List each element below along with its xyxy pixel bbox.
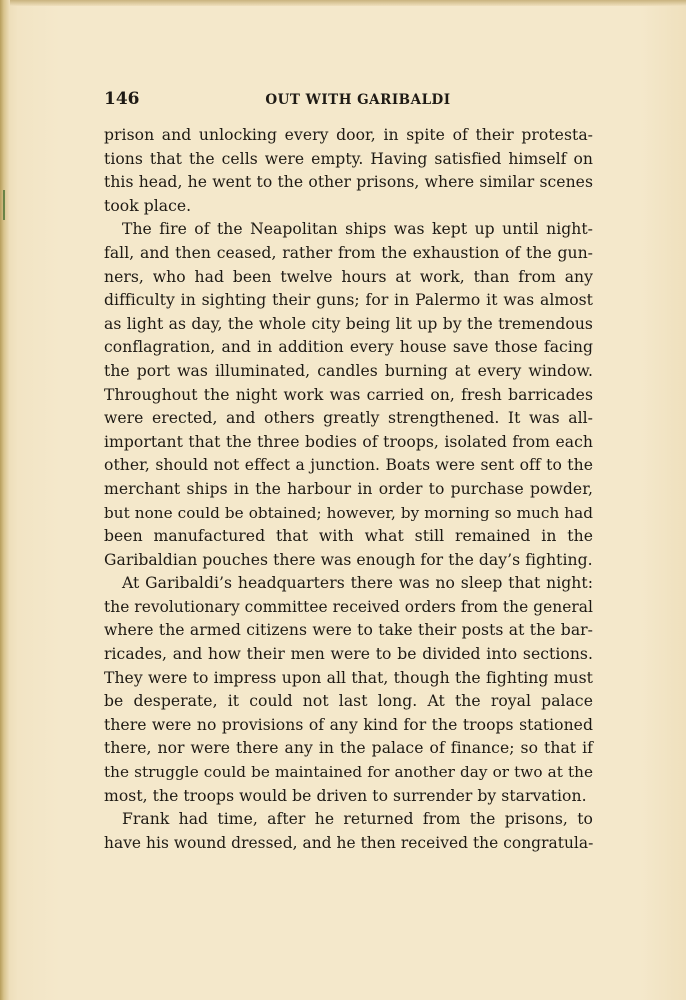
text-line: merchant ships in the harbour in order to purchase powder, xyxy=(104,479,593,498)
body-text xyxy=(104,124,593,855)
text-line: most, the troops would be driven to surrender by starvation. xyxy=(104,786,587,805)
text-line: Frank had time, after he returned from the prisons, to xyxy=(122,810,593,829)
page-number: 146 xyxy=(104,89,140,109)
text-line: where the armed citizens were to take their posts at the bar- xyxy=(104,621,593,640)
text-line: At Garibaldi’s headquarters there was no sleep that night: xyxy=(122,574,593,593)
text-line: took place. xyxy=(104,196,192,215)
text-line: tions that the cells were empty. Having satisfied himself on xyxy=(104,149,593,168)
text-line: Garibaldian pouches there was enough for the day’s fighting. xyxy=(104,550,593,569)
text-line: They were to impress upon all that, though the fighting must xyxy=(104,668,593,687)
text-line: the revolutionary committee received orders from the general xyxy=(104,597,593,616)
text-line: the port was illuminated, candles burning at every window. xyxy=(104,361,593,380)
text-line: other, should not effect a junction. Boats were sent off to the xyxy=(104,456,593,475)
text-line: this head, he went to the other prisons, where similar scenes xyxy=(104,173,593,192)
running-head: OUT WITH GARIBALDI xyxy=(265,92,451,108)
text-line: been manufactured that with what still remained in the xyxy=(104,527,593,546)
text-line: be desperate, it could not last long. At the royal palace xyxy=(104,692,593,711)
text-line: important that the three bodies of troops, isolated from each xyxy=(104,432,593,451)
binding-thread-mark xyxy=(3,190,5,220)
text-line: prison and unlocking every door, in spite of their protesta- xyxy=(104,126,593,144)
text-line: as light as day, the whole city being lit up by the tremendous xyxy=(104,314,593,333)
text-line: difficulty in sighting their guns; for in Palermo it was almost xyxy=(104,291,593,310)
page-top-edge xyxy=(0,0,686,6)
text-line: the struggle could be maintained for another day or two at the xyxy=(104,763,593,782)
text-line: there were no provisions of any kind for the troops stationed xyxy=(104,715,593,734)
text-line: conflagration, and in addition every house save those facing xyxy=(104,338,593,357)
text-line: Throughout the night work was carried on, fresh barricades xyxy=(104,385,593,404)
text-line: ricades, and how their men were to be divided into sections. xyxy=(104,645,593,664)
page-binding-edge xyxy=(0,0,10,1000)
text-line: were erected, and others greatly strengthened. It was all- xyxy=(104,409,593,428)
text-line: have his wound dressed, and he then received the congratula- xyxy=(104,833,594,852)
text-line: ners, who had been twelve hours at work, than from any xyxy=(104,267,593,286)
page-header xyxy=(104,88,592,114)
text-line: fall, and then ceased, rather from the exhaustion of the gun- xyxy=(104,243,593,262)
text-line: The fire of the Neapolitan ships was kept up until night- xyxy=(122,220,593,239)
text-line: but none could be obtained; however, by morning so much had xyxy=(104,503,593,522)
text-line: there, nor were there any in the palace of finance; so that if xyxy=(104,739,593,758)
